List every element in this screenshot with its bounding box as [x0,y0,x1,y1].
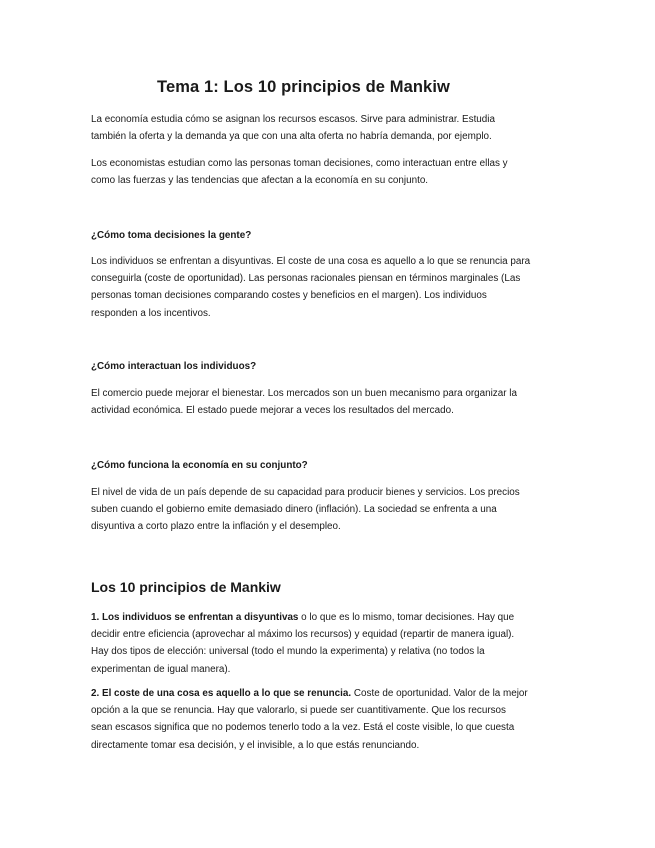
section-heading-people-decisions: ¿Cómo toma decisiones la gente? [91,230,252,241]
section-heading-economy: ¿Cómo funciona la economía en su conjunto? [91,460,308,471]
principle-2-paragraph [91,685,571,754]
principle-2-first-rest: Coste de oportunidad. Valor de la mejor [351,688,528,699]
intro-paragraph-2 [91,155,571,189]
document-title: Tema 1: Los 10 principios de Mankiw [157,78,450,96]
text-line: como las fuerzas y las tendencias que afectan a la economía en su conjunto. [91,175,429,187]
section-paragraph-interaction [91,385,571,419]
text-line: Hay dos tipos de elección: universal (todo el mundo la experimenta) y relativa (no todos la [91,646,485,658]
intro-paragraph-1 [91,111,571,145]
text-line: suben cuando el gobierno emite demasiado dinero (inflación). La sociedad se enfrenta a una [91,504,497,516]
principle-1-bold: 1. Los individuos se enfrentan a disyuntivas [91,612,299,623]
text-line: Los economistas estudian como las personas toman decisiones, como interactuan entre ellas y [91,158,508,169]
text-line: responden a los incentivos. [91,307,211,319]
text-line: experimentan de igual manera). [91,663,231,675]
text-line: disyuntiva a corto plazo entre la inflación y el desempleo. [91,521,341,533]
text-line: La economía estudia cómo se asignan los recursos escasos. Sirve para administrar. Estudia [91,114,495,125]
section-paragraph-economy [91,484,571,536]
text-line [91,609,571,626]
text-line: decidir entre eficiencia (aprovechar al máximo los recursos) y equidad (repartir de manera igual). [91,629,515,641]
principle-1-paragraph [91,609,571,678]
text-line: El nivel de vida de un país depende de su capacidad para producir bienes y servicios. Los precios [91,487,520,498]
principle-1-first-rest: o lo que es lo mismo, tomar decisiones. Hay que [298,612,515,623]
text-line: opción a la que se renuncia. Hay que valorarlo, si puede ser cuantitivamente. Que los recursos [91,705,506,717]
principles-title: Los 10 principios de Mankiw [91,579,281,595]
text-line: Los individuos se enfrentan a disyuntivas. El coste de una cosa es aquello a lo que se renuncia para [91,256,531,267]
text-line: conseguirla (coste de oportunidad). Las personas racionales piensan en términos marginales (Las [91,273,521,285]
principle-2-bold: 2. El coste de una cosa es aquello a lo que se renuncia. [91,688,352,699]
section-paragraph-people-decisions [91,253,571,322]
section-heading-interaction: ¿Cómo interactuan los individuos? [91,361,257,372]
text-line: también la oferta y la demanda ya que con una alta oferta no habría demanda, por ejemplo. [91,131,492,143]
text-line: El comercio puede mejorar el bienestar. Los mercados son un buen mecanismo para organizar la [91,388,517,399]
text-line: directamente tomar esa decisión, y el invisible, a lo que estás renunciando. [91,739,420,751]
text-line: sean escasos significa que no podemos tenerlo todo a la vez. Está el coste visible, lo que cuesta [91,722,515,734]
text-line: actividad económica. El estado puede mejorar a veces los resultados del mercado. [91,405,454,417]
text-line [91,685,571,702]
text-line: personas toman decisiones comparando costes y beneficios en el margen). Los individuos [91,290,487,302]
